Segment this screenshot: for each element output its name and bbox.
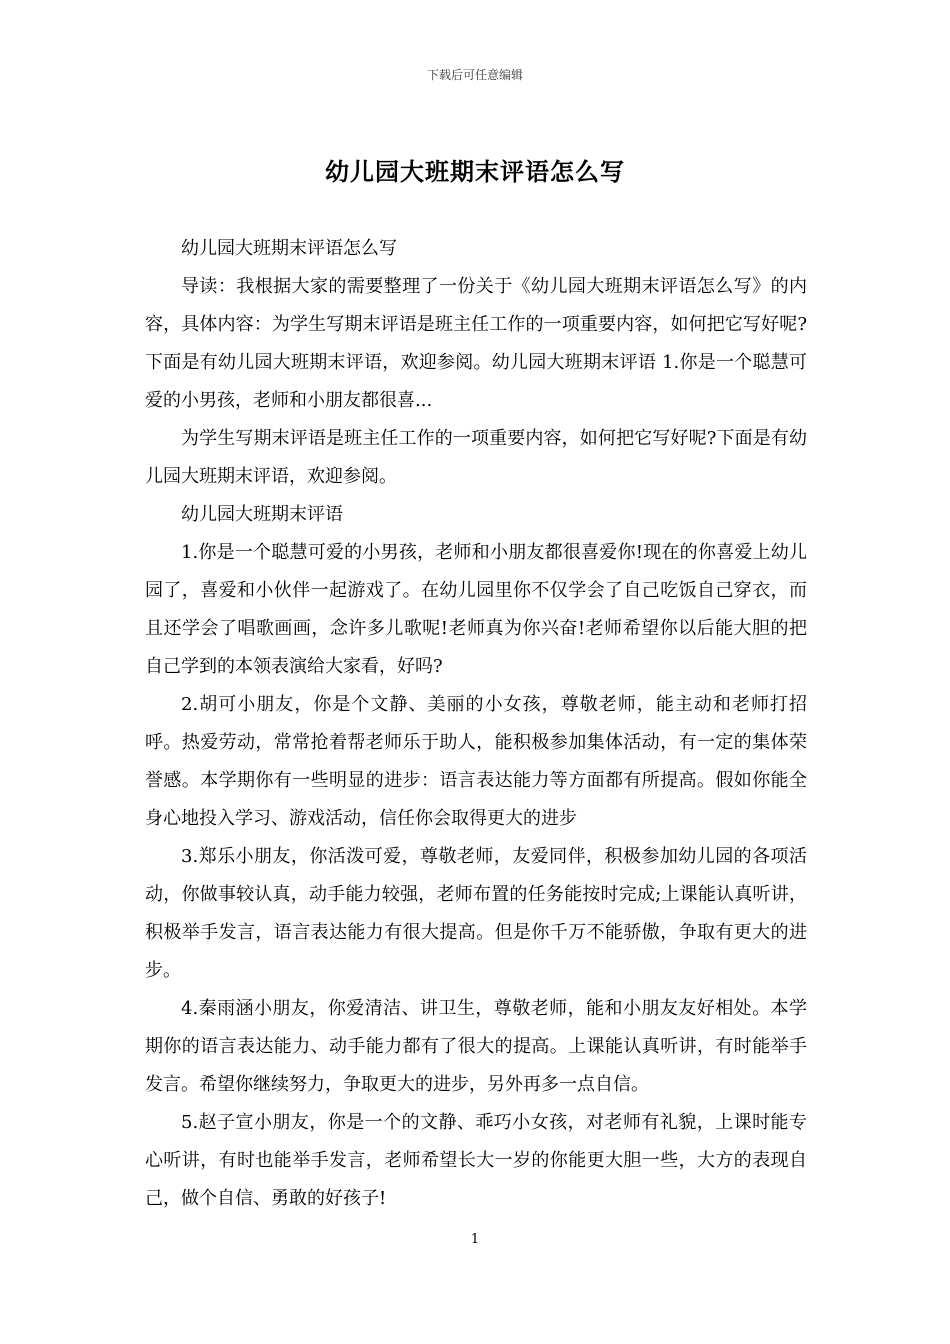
body-paragraph: 为学生写期末评语是班主任工作的一项重要内容，如何把它写好呢?下面是有幼儿园大班期末评语，欢迎参阅。 bbox=[145, 428, 807, 487]
page-number: 1 bbox=[470, 1232, 480, 1247]
body-paragraph-intro: 导读：我根据大家的需要整理了一份关于《幼儿园大班期末评语怎么写》的内容，具体内容：为学生写期末评语是班主任工作的一项重要内容，如何把它写好呢?下面是有幼儿园大班期末评语，欢迎参阅。幼儿园大班期末评语 1.你是一个聪慧可爱的小男孩，老师和小朋友都很喜... bbox=[145, 276, 807, 411]
comment-item-4: 4.秦雨涵小朋友，你爱清洁、讲卫生，尊敬老师，能和小朋友友好相处。本学期你的语言表达能力、动手能力都有了很大的提高。上课能认真听讲，有时能举手发言。希望你继续努力，争取更大的进步，另外再多一点自信。 bbox=[145, 998, 807, 1095]
header-note: 下载后可任意编辑 bbox=[426, 68, 523, 82]
body-paragraph-subtitle: 幼儿园大班期末评语怎么写 bbox=[181, 238, 397, 259]
document-title: 幼儿园大班期末评语怎么写 bbox=[325, 157, 625, 186]
section-heading: 幼儿园大班期末评语 bbox=[181, 504, 343, 525]
comment-item-3: 3.郑乐小朋友，你活泼可爱，尊敬老师，友爱同伴，积极参加幼儿园的各项活动，你做事较认真，动手能力较强，老师布置的任务能按时完成;上课能认真听讲，积极举手发言，语言表达能力有很大提高。但是你千万不能骄傲，争取有更大的进步。 bbox=[145, 846, 807, 981]
comment-item-2: 2.胡可小朋友，你是个文静、美丽的小女孩，尊敬老师，能主动和老师打招呼。热爱劳动，常常抢着帮老师乐于助人，能积极参加集体活动，有一定的集体荣誉感。本学期你有一些明显的进步：语言表达能力等方面都有所提高。假如你能全身心地投入学习、游戏活动，信任你会取得更大的进步 bbox=[145, 694, 807, 829]
document-body bbox=[145, 230, 807, 1218]
comment-item-1: 1.你是一个聪慧可爱的小男孩，老师和小朋友都很喜爱你!现在的你喜爱上幼儿园了，喜爱和小伙伴一起游戏了。在幼儿园里你不仅学会了自己吃饭自己穿衣，而且还学会了唱歌画画，念许多儿歌呢!老师真为你兴奋!老师希望你以后能大胆的把自己学到的本领表演给大家看，好吗? bbox=[145, 542, 807, 677]
comment-item-5: 5.赵子宣小朋友，你是一个的文静、乖巧小女孩，对老师有礼貌，上课时能专心听讲，有时也能举手发言，老师希望长大一岁的你能更大胆一些，大方的表现自己，做个自信、勇敢的好孩子! bbox=[145, 1112, 807, 1209]
